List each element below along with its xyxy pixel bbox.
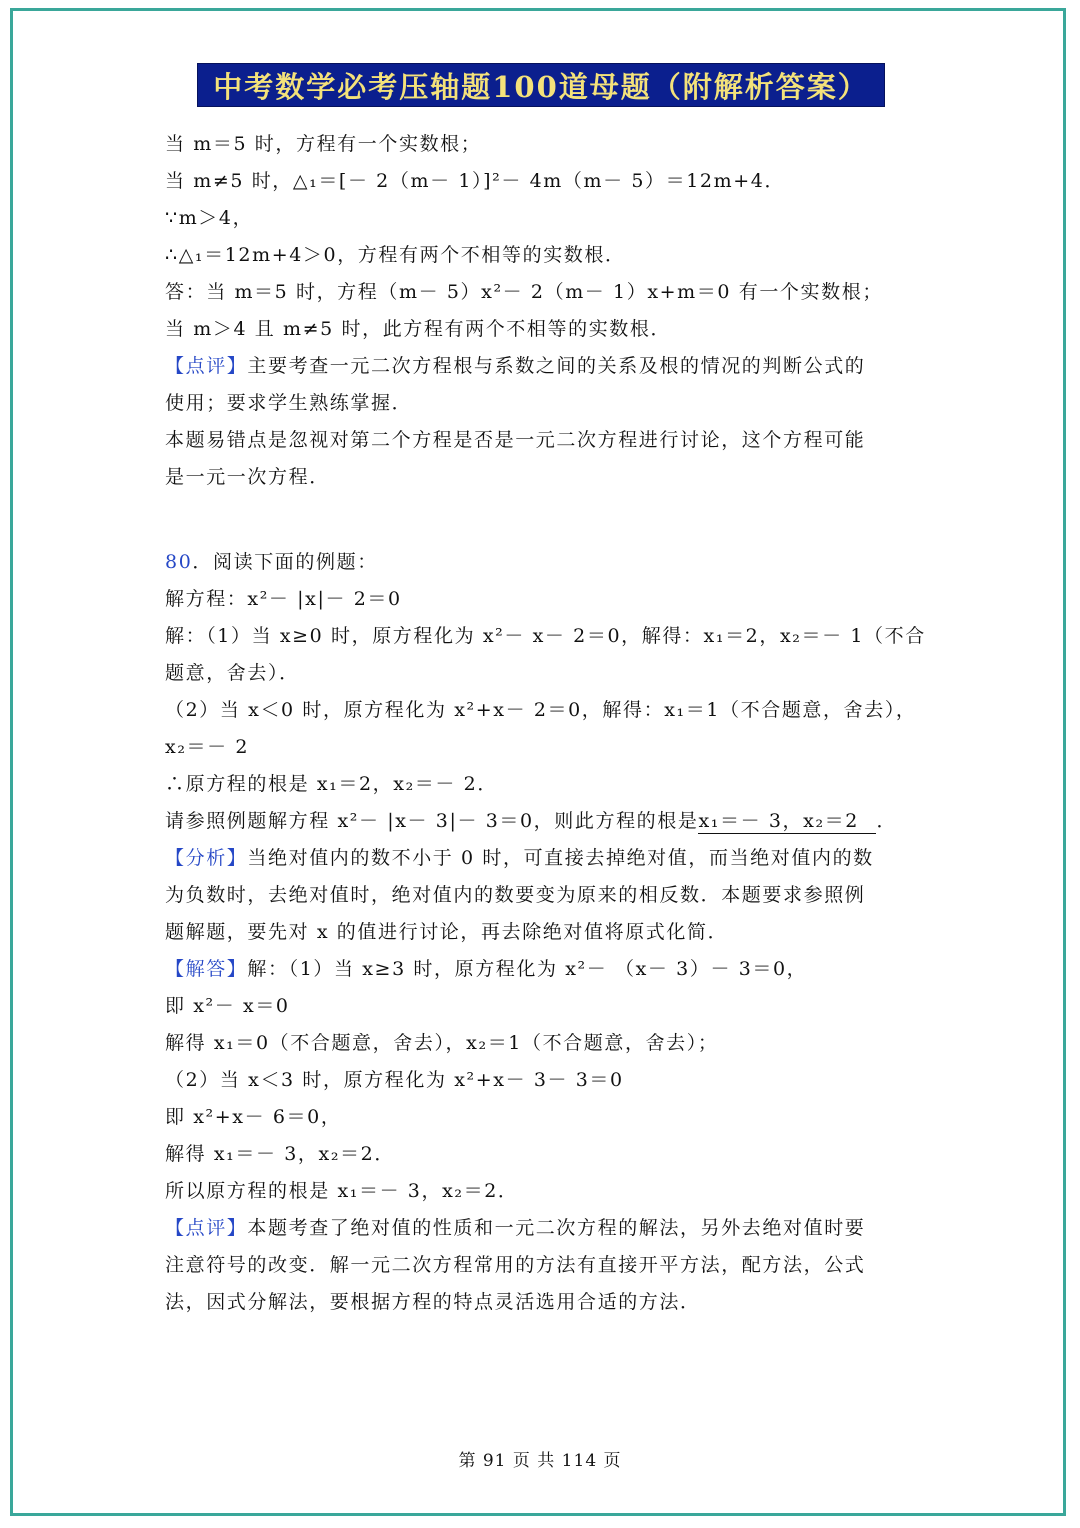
question-line [165, 803, 925, 840]
page-number: 第 91 页 共 114 页 [458, 1451, 622, 1471]
text-line: （2）当 x＜3 时，原方程化为 x²+x－ 3－ 3＝0 [165, 1069, 624, 1091]
text-line: 使用；要求学生熟练掌握． [165, 392, 413, 414]
text-line: ∴△₁＝12m+4＞0，方程有两个不相等的实数根． [165, 244, 626, 266]
text-line: 注意符号的改变．解一元二次方程常用的方法有直接开平方法，配方法，公式 [165, 1254, 866, 1276]
text-line: 解方程：x²－ |x|－ 2＝0 [165, 588, 402, 610]
answer-blank: x₁＝－ 3，x₂＝2 [698, 809, 876, 834]
text-line: 即 x²－ x＝0 [165, 995, 290, 1017]
text-line: 本题易错点是忽视对第二个方程是否是一元二次方程进行讨论，这个方程可能 [165, 429, 866, 451]
text-line: 即 x²+x－ 6＝0， [165, 1106, 342, 1128]
solution-line [165, 951, 925, 988]
page-title: 中考数学必考压轴题100道母题（附解析答案） [198, 64, 884, 106]
text-line: （2）当 x＜0 时，原方程化为 x²+x－ 2＝0，解得：x₁＝1（不合题意，舍去）， [165, 699, 917, 721]
text-line: 所以原方程的根是 x₁＝－ 3，x₂＝2． [165, 1180, 519, 1202]
document-body [165, 126, 925, 1321]
comment-text: 本题考查了绝对值的性质和一元二次方程的解法，另外去绝对值时要 [247, 1217, 866, 1239]
text-line: 解：（1）当 x≥0 时，原方程化为 x²－ x－ 2＝0，解得：x₁＝2，x₂＝－ 1（不合 [165, 625, 926, 647]
text-line: 当 m＝5 时，方程有一个实数根； [165, 133, 482, 155]
solution-text: 解：（1）当 x≥3 时，原方程化为 x²－ （x－ 3）－ 3＝0， [247, 958, 808, 980]
comment-line [165, 348, 925, 385]
question-text: 请参照例题解方程 x²－ |x－ 3|－ 3＝0，则此方程的根是 [165, 810, 699, 832]
section-gap [165, 496, 925, 544]
text-line: 题解题，要先对 x 的值进行讨论，再去除绝对值将原式化简． [165, 921, 729, 943]
text-line: x₂＝－ 2 [165, 736, 250, 758]
text-line: 解得 x₁＝0（不合题意，舍去），x₂＝1（不合题意，舍去）； [165, 1032, 719, 1054]
question-heading [165, 544, 925, 581]
question-intro: ．阅读下面的例题： [192, 551, 378, 573]
text-line: 为负数时，去绝对值时，绝对值内的数要变为原来的相反数．本题要求参照例 [165, 884, 866, 906]
text-line: ∴原方程的根是 x₁＝2，x₂＝－ 2． [165, 773, 498, 795]
text-line: 法，因式分解法，要根据方程的特点灵活选用合适的方法． [165, 1291, 701, 1313]
comment-tag: 【点评】 [165, 355, 248, 377]
question-end: ． [876, 810, 898, 832]
comment-text: 主要考查一元二次方程根与系数之间的关系及根的情况的判断公式的 [247, 355, 866, 377]
text-line: 当 m＞4 且 m≠5 时，此方程有两个不相等的实数根． [165, 318, 672, 340]
text-line: ∵m＞4， [165, 207, 254, 229]
comment-tag: 【点评】 [165, 1217, 248, 1239]
analysis-tag: 【分析】 [165, 847, 248, 869]
solution-tag: 【解答】 [165, 958, 248, 980]
comment-line [165, 1210, 925, 1247]
text-line: 解得 x₁＝－ 3，x₂＝2． [165, 1143, 395, 1165]
text-line: 答：当 m＝5 时，方程（m－ 5）x²－ 2（m－ 1）x+m＝0 有一个实数根； [165, 281, 883, 303]
text-line: 当 m≠5 时，△₁＝[－ 2（m－ 1）]²－ 4m（m－ 5）＝12m+4． [165, 170, 786, 192]
analysis-line [165, 840, 925, 877]
analysis-text: 当绝对值内的数不小于 0 时，可直接去掉绝对值，而当绝对值内的数 [247, 847, 874, 869]
text-line: 是一元一次方程． [165, 466, 330, 488]
text-line: 题意，舍去）． [165, 662, 300, 684]
question-number: 80 [165, 551, 193, 573]
